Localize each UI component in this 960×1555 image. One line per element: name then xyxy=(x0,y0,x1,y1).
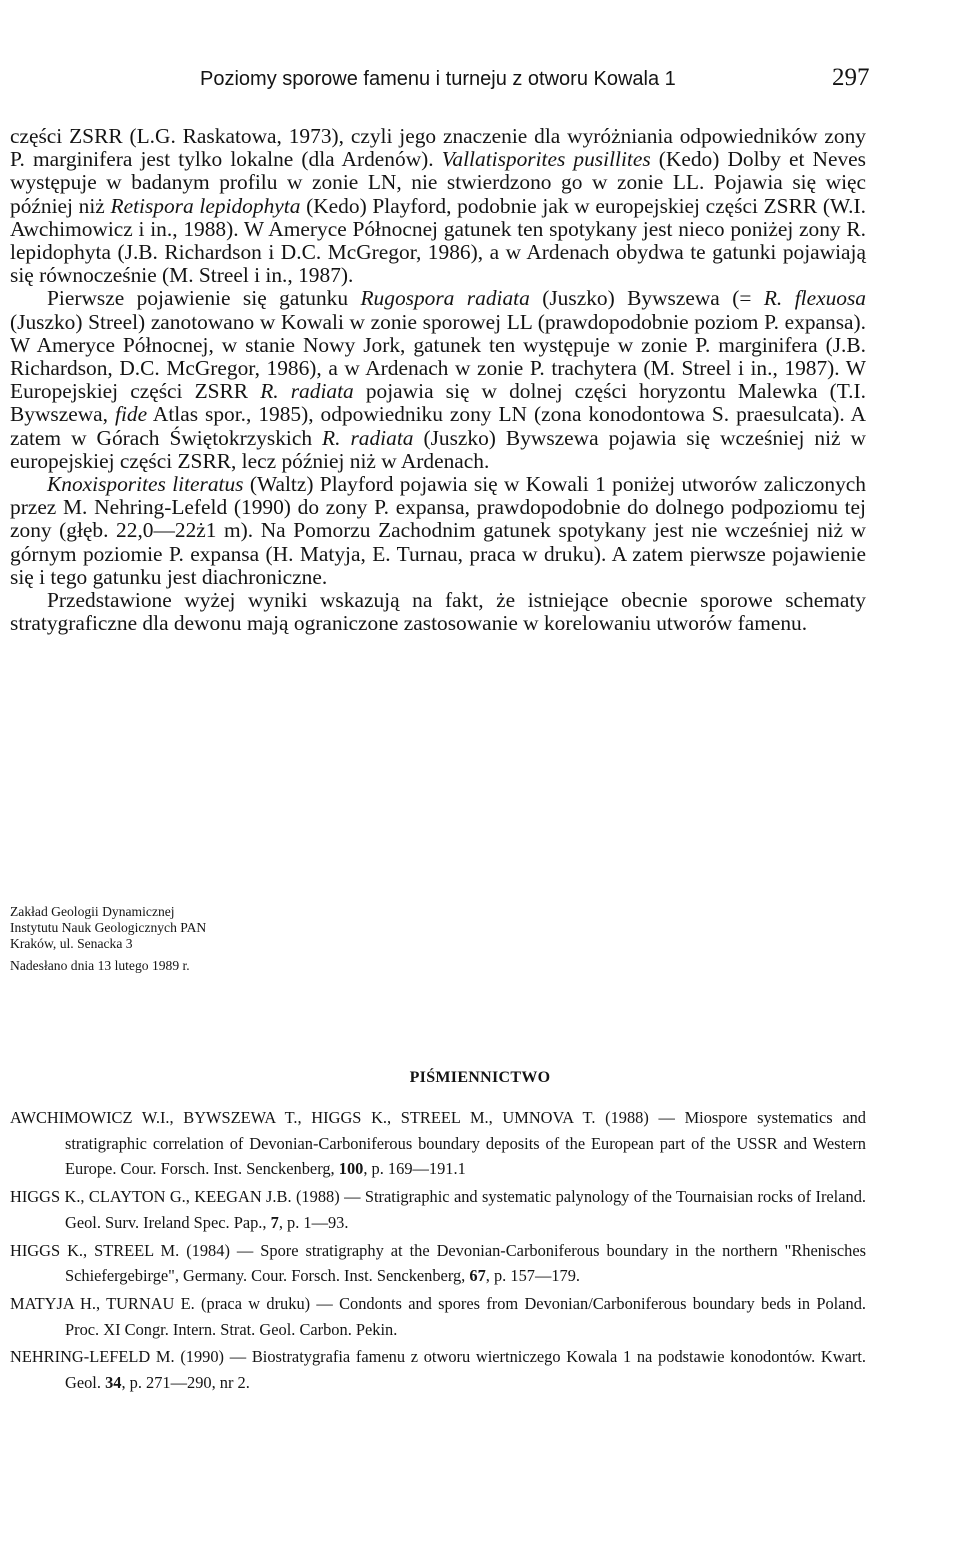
references-heading: PIŚMIENNICTWO xyxy=(409,1069,551,1086)
reference-text: HIGGS K., CLAYTON G., KEEGAN J.B. (1988) — Stratigraphic and systematic palynology of the Tournaisian rocks of Ireland. Geol. Surv. Ireland Spec. Pap., xyxy=(10,1187,866,1232)
reference-item xyxy=(10,1238,866,1289)
text-run: Pierwsze pojawienie się gatunku xyxy=(47,286,361,311)
text-run: (Juszko) Bywszewa pojawia się wcześniej niż w europejskiej części ZSRR, lecz później niż w Ardenach. xyxy=(10,425,866,473)
references-list xyxy=(10,1105,866,1398)
page-header xyxy=(0,64,960,98)
reference-item xyxy=(10,1105,866,1182)
text-run: (Kedo) Dolby et Neves występuje w badanym profilu w zonie LN, nie stwierdzono go w zonie LL. Pojawia się więc później niż xyxy=(10,147,867,218)
species-name: R. radiata xyxy=(260,379,354,404)
paragraph-2 xyxy=(10,287,866,473)
reference-pages: , p. 157—179. xyxy=(485,1266,581,1286)
reference-text: MATYJA H., TURNAU E. (praca w druku) — Condonts and spores from Devonian/Carboniferous boundary beds in Poland. Proc. XI Congr. Intern. Strat. Geol. Carbon. Pekin. xyxy=(10,1293,866,1339)
paragraph-4 xyxy=(10,589,866,635)
affiliation-line: Kraków, ul. Senacka 3 xyxy=(10,936,133,951)
page-number: 297 xyxy=(832,64,870,91)
reference-volume: 7 xyxy=(270,1212,279,1232)
text-run: części ZSRR (L.G. Raskatowa, 1973), czyli jego znaczenie dla wyróżniania odpowiedników zony P. marginifera jest tylko lokalne (dla Ardenów). xyxy=(10,124,866,172)
species-name: Retispora lepidophyta xyxy=(110,193,301,218)
species-name: Knoxisporites literatus xyxy=(47,472,244,497)
paragraph-3 xyxy=(10,473,866,589)
text-run: (Kedo) Playford, podobnie jak w europejskiej części ZSRR (W.I. Awchimowicz i in., 1988). W Ameryce Północnej gatunek ten spotykany jest nieco poniżej zony R. lepidophyta (J.B. Richardson i D.C. McGregor, 1986), a w Ardenach obydwa te gatunki pojawiają się równocześnie (M. Streel i in., 1987). xyxy=(10,193,866,288)
reference-item xyxy=(10,1291,866,1342)
reference-item xyxy=(10,1344,866,1395)
reference-volume: 34 xyxy=(105,1373,122,1393)
reference-pages: , p. 169—191.1 xyxy=(363,1159,466,1179)
species-name: Vallatisporites pusillites xyxy=(441,147,651,172)
body-text xyxy=(10,125,866,635)
reference-volume: 100 xyxy=(338,1159,364,1179)
reference-pages: , p. 271—290, nr 2. xyxy=(121,1373,250,1393)
reference-text: AWCHIMOWICZ W.I., BYWSZEWA T., HIGGS K., STREEL M., UMNOVA T. (1988) — Miospore systematics and stratigraphic correlation of Devonian-Carboniferous boundary deposits of the European part of the USSR and Western Europe. Cour. Forsch. Inst. Senckenberg, xyxy=(10,1108,866,1179)
reference-volume: 67 xyxy=(469,1266,486,1286)
affiliation-line: Zakład Geologii Dynamicznej xyxy=(10,904,175,919)
reference-text: NEHRING-LEFELD M. (1990) — Biostratygrafia famenu z otworu wiertniczego Kowala 1 na podstawie konodontów. Kwart. Geol. xyxy=(10,1347,866,1393)
running-head: Poziomy sporowe famenu i turneju z otworu Kowala 1 xyxy=(200,68,676,90)
species-name: R. radiata xyxy=(322,425,414,450)
author-affiliation xyxy=(10,904,206,974)
text-run: Atlas spor., 1985), odpowiedniku zony LN (zona konodontowa S. praesulcata). A zatem w Górach Świętokrzyskich xyxy=(10,402,866,450)
affiliation-line: Instytutu Nauk Geologicznych PAN xyxy=(10,920,207,935)
reference-text: HIGGS K., STREEL M. (1984) — Spore stratigraphy at the Devonian-Carboniferous boundary in the northern "Rhenisches Schiefergebirge", Germany. Cour. Forsch. Inst. Senckenberg, xyxy=(10,1240,866,1286)
text-run: (Juszko) Streel) zanotowano w Kowali w zonie sporowej LL (prawdopodobnie poziom P. expansa). W Ameryce Północnej, w stanie Nowy Jork, gatunek ten występuje w zonie P. marginifera (J.B. Richardson, D.C. McGregor, 1986), a w Ardenach w zonie P. trachytera (M. Streel i in., 1987). W Europejskiej części ZSRR xyxy=(10,309,866,404)
reference-pages: , p. 1—93. xyxy=(278,1212,349,1232)
text-run: Przedstawione wyżej wyniki wskazują na fakt, że istniejące obecnie sporowe schematy stratygraficzne dla dewonu mają ograniczone zastosowanie w korelowaniu utworów famenu. xyxy=(10,588,866,636)
species-name: Rugospora radiata xyxy=(360,286,530,311)
text-run: (Waltz) Playford pojawia się w Kowali 1 poniżej utworów zaliczonych przez M. Nehring-Lefeld (1990) do zony P. expansa, prawdopodobnie do dolnego podpoziomu tej zony (głęb. 22,0—22ż1 m). Na Pomorzu Zachodnim gatunek spotykany jest nie wcześniej niż w górnym poziomie P. expansa (H. Matyja, E. Turnau, praca w druku). A zatem pierwsze pojawienie się i tego gatunku jest diachroniczne. xyxy=(10,472,866,589)
received-date: Nadesłano dnia 13 lutego 1989 r. xyxy=(10,958,190,973)
paragraph-1 xyxy=(10,125,866,287)
reference-item xyxy=(10,1184,866,1235)
text-run: pojawia się w dolnej części horyzontu Malewka (T.I. Bywszewa, xyxy=(10,379,867,427)
text-run: (Juszko) Bywszewa (= xyxy=(529,286,764,311)
latin-term: fide xyxy=(115,402,148,427)
species-name: R. flexuosa xyxy=(763,286,866,311)
